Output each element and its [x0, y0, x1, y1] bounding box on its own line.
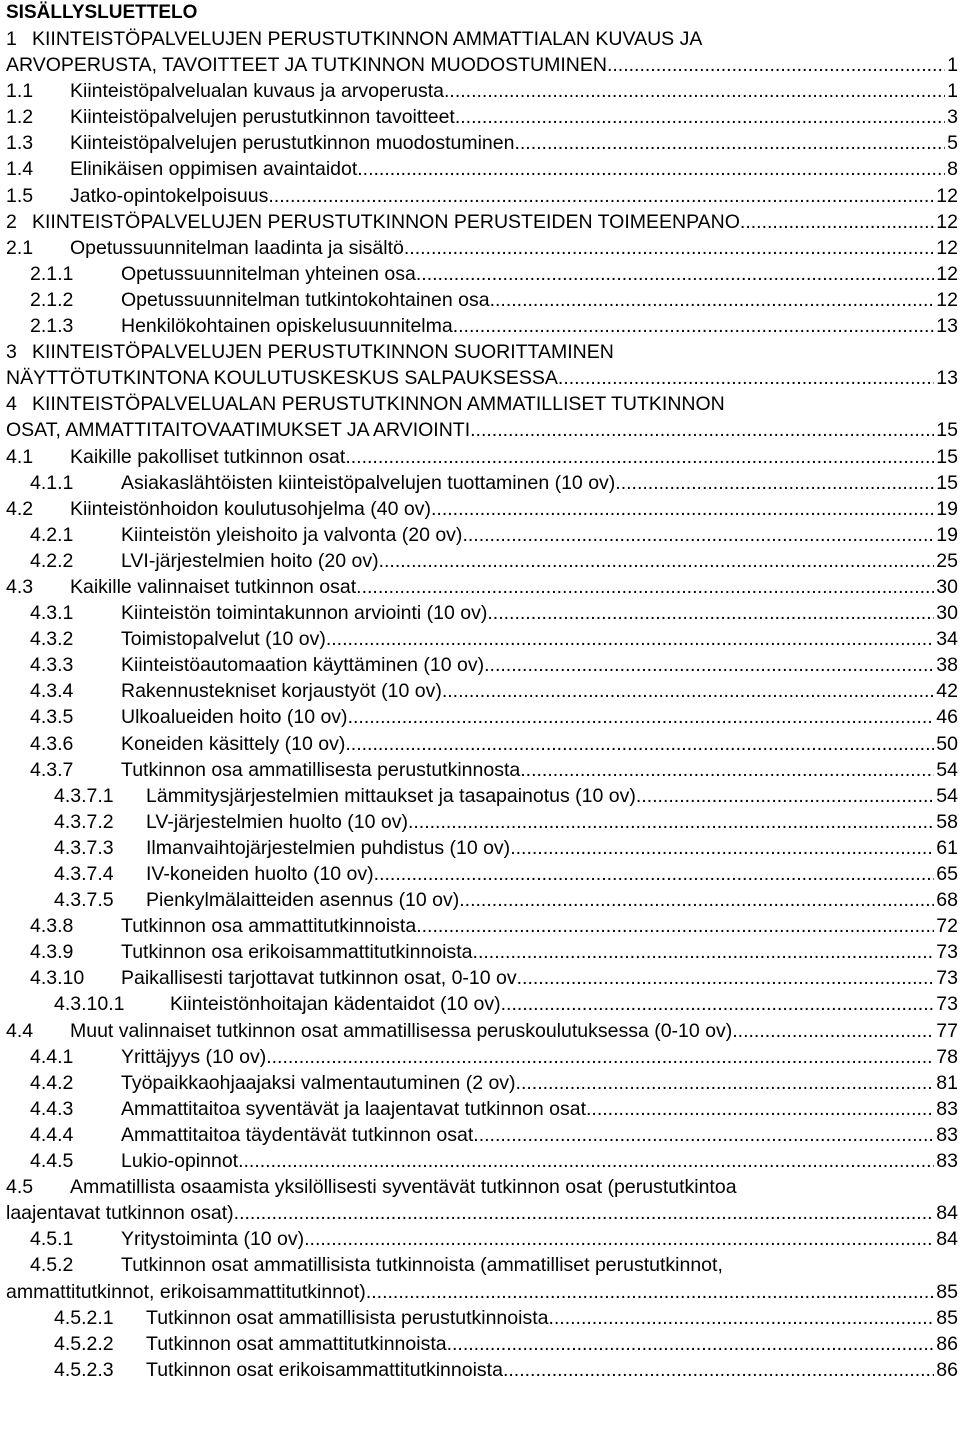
- toc-entry-number: 4.4.2: [30, 1071, 74, 1094]
- toc-entry-title: Tutkinnon osat ammatillisista tutkinnoista (ammatilliset perustutkinnot,: [121, 1254, 723, 1277]
- toc-entry-title: OSAT, AMMATTITAITOVAATIMUKSET JA ARVIOINTI: [6, 419, 471, 442]
- toc-page-number: 73: [936, 941, 958, 964]
- toc-entry-title: Tutkinnon osat ammattitutkinnoista: [146, 1332, 447, 1355]
- toc-page-number: 13: [936, 367, 958, 390]
- toc-leader-dots: [558, 365, 934, 391]
- toc-entry-title: Ilmanvaihtojärjestelmien puhdistus (10 ov): [146, 836, 511, 859]
- toc-entry-title: Muut valinnaiset tutkinnon osat ammatillisessa peruskoulutuksessa (0-10 ov): [70, 1019, 733, 1042]
- toc-entry[interactable]: [6, 600, 958, 626]
- toc-leader-dots: [408, 809, 934, 835]
- toc-entry-title: Jatko-opintokelpoisuus: [70, 184, 269, 207]
- toc-leader-dots: [431, 496, 934, 522]
- toc-page-number: 19: [936, 497, 958, 520]
- toc-entry-title: Tutkinnon osat ammatillisista perustutkinnoista: [146, 1306, 549, 1329]
- toc-leader-dots: [503, 1357, 934, 1383]
- toc-entry-number: 1.2: [6, 106, 34, 129]
- toc-leader-dots: [473, 1122, 934, 1148]
- toc-page-number: 72: [936, 915, 958, 938]
- toc-page-number: 81: [936, 1071, 958, 1094]
- toc-entry-title: Kiinteistöpalvelualan kuvaus ja arvoperusta: [70, 80, 444, 103]
- toc-entry[interactable]: [6, 887, 958, 913]
- toc-entries: [6, 26, 958, 1383]
- toc-page-number: 83: [936, 1150, 958, 1173]
- toc-entry[interactable]: [6, 731, 958, 757]
- toc-page-number: 83: [936, 1097, 958, 1120]
- toc-leader-dots: [615, 470, 934, 496]
- toc-entry-number: 4.3.10: [30, 967, 85, 990]
- toc-entry[interactable]: [6, 757, 958, 783]
- toc-entry-number: 1.1: [6, 80, 34, 103]
- toc-leader-dots: [484, 652, 934, 678]
- toc-entry-number: 4.5: [6, 1176, 34, 1199]
- toc-entry-number: 4.3.3: [30, 654, 74, 677]
- toc-page-number: 61: [936, 836, 958, 859]
- toc-entry[interactable]: [6, 1357, 958, 1383]
- toc-leader-dots: [636, 783, 934, 809]
- toc-leader-dots: [366, 1279, 934, 1305]
- toc-page-number: 1: [947, 54, 958, 77]
- toc-entry-title: Kiinteistönhoidon koulutusohjelma (40 ov): [70, 497, 431, 520]
- toc-page-number: 42: [936, 680, 958, 703]
- toc-page-number: 30: [936, 602, 958, 625]
- toc-entry-title: Koneiden käsittely (10 ov): [121, 732, 346, 755]
- toc-entry-title: IV-koneiden huolto (10 ov): [146, 863, 374, 885]
- toc-page-number: 86: [936, 1358, 958, 1381]
- toc-entry-title: KIINTEISTÖPALVELUJEN PERUSTUTKINNON AMMATTIALAN KUVAUS JA: [32, 28, 703, 50]
- toc-page-number: 86: [936, 1332, 958, 1355]
- toc-leader-dots: [516, 1070, 935, 1096]
- toc-entry-number: 4.3.6: [30, 732, 74, 755]
- toc-entry-number: 4.4.3: [30, 1097, 74, 1120]
- toc-leader-dots: [416, 261, 934, 287]
- toc-leader-dots: [455, 104, 945, 130]
- toc-entry-title: Tutkinnon osa erikoisammattitutkinnoista: [121, 941, 473, 964]
- toc-leader-dots: [520, 757, 934, 783]
- toc-entry[interactable]: [6, 313, 958, 339]
- toc-leader-dots: [517, 965, 935, 991]
- toc-entry-number: 2.1.3: [30, 315, 74, 338]
- toc-entry[interactable]: [6, 78, 958, 104]
- toc-entry-number: 4.3.7.1: [54, 784, 114, 807]
- toc-leader-dots: [304, 1226, 934, 1252]
- toc-page-number: 84: [936, 1228, 958, 1251]
- toc-entry-title: Työpaikkaohjaajaksi valmentautuminen (2 ov): [121, 1071, 516, 1094]
- toc-page-number: 15: [936, 471, 958, 494]
- toc-entry-number: 2.1: [6, 236, 34, 259]
- toc-entry-title: Rakennustekniset korjaustyöt (10 ov): [121, 680, 442, 703]
- toc-page-number: 85: [936, 1306, 958, 1329]
- table-of-contents: [6, 0, 958, 1383]
- toc-entry-number: 4.3.10.1: [54, 993, 125, 1016]
- toc-page-number: 12: [936, 236, 958, 259]
- toc-page-number: 68: [936, 889, 958, 912]
- toc-entry-number: 2: [6, 210, 17, 233]
- toc-entry[interactable]: [6, 913, 958, 939]
- toc-page-number: 15: [936, 419, 958, 442]
- toc-entry-title: KIINTEISTÖPALVELUJEN PERUSTUTKINNON SUORITTAMINEN: [32, 341, 614, 364]
- toc-entry-title: Pienkylmälaitteiden asennus (10 ov): [146, 889, 460, 912]
- toc-leader-dots: [357, 156, 945, 182]
- toc-leader-dots: [404, 235, 934, 261]
- toc-entry-number: 4.2.1: [30, 523, 74, 546]
- toc-leader-dots: [416, 913, 934, 939]
- toc-leader-dots: [374, 861, 935, 887]
- toc-page-number: 12: [936, 262, 958, 285]
- toc-entry-number: 4.3.7.2: [54, 810, 114, 833]
- toc-entry[interactable]: [6, 470, 958, 496]
- toc-entry[interactable]: [6, 939, 958, 965]
- toc-entry-number: 4.3: [6, 575, 34, 598]
- toc-entry-title: ARVOPERUSTA, TAVOITTEET JA TUTKINNON MUODOSTUMINEN: [6, 54, 607, 77]
- toc-leader-dots: [234, 1200, 935, 1226]
- toc-entry[interactable]: [6, 130, 958, 156]
- toc-leader-dots: [379, 548, 935, 574]
- toc-entry[interactable]: [6, 861, 958, 887]
- toc-entry-number: 1.3: [6, 132, 34, 155]
- toc-entry-number: 4.3.2: [30, 628, 74, 651]
- toc-entry-number: 4.3.7.3: [54, 836, 114, 859]
- toc-leader-dots: [501, 991, 935, 1017]
- toc-entry-number: 4.1: [6, 445, 34, 468]
- toc-entry[interactable]: [6, 1096, 958, 1122]
- toc-entry-title: Kaikille valinnaiset tutkinnon osat: [70, 575, 357, 598]
- toc-leader-dots: [266, 1044, 934, 1070]
- toc-page-number: 46: [936, 706, 958, 729]
- toc-page-number: 54: [936, 784, 958, 807]
- toc-leader-dots: [453, 313, 935, 339]
- toc-leader-dots: [548, 1305, 934, 1331]
- toc-entry[interactable]: [6, 809, 958, 835]
- toc-entry[interactable]: [6, 522, 958, 548]
- toc-leader-dots: [473, 939, 935, 965]
- toc-page-number: 73: [936, 993, 958, 1016]
- toc-entry[interactable]: [6, 783, 958, 809]
- toc-entry-number: 4.3.7.4: [54, 863, 114, 885]
- toc-entry[interactable]: [6, 1305, 958, 1331]
- toc-page-number: 25: [936, 549, 958, 572]
- toc-entry[interactable]: [6, 261, 958, 287]
- toc-entry-title: KIINTEISTÖPALVELUALAN PERUSTUTKINNON AMMATILLISET TUTKINNON: [32, 393, 725, 416]
- toc-entry-number: 4.3.4: [30, 680, 74, 703]
- toc-page-number: 34: [936, 628, 958, 651]
- toc-entry[interactable]: [6, 626, 958, 652]
- toc-page-number: 65: [936, 863, 958, 885]
- toc-page-number: 12: [936, 210, 958, 233]
- toc-entry-title: Kiinteistöautomaation käyttäminen (10 ov): [121, 654, 485, 677]
- toc-entry-number: 1.5: [6, 184, 34, 207]
- toc-entry[interactable]: [6, 704, 958, 730]
- toc-entry-number: 4.3.7.5: [54, 889, 114, 912]
- toc-leader-dots: [348, 704, 935, 730]
- toc-entry[interactable]: [6, 209, 958, 235]
- toc-entry-title: Kiinteistöpalvelujen perustutkinnon tavoitteet: [70, 106, 455, 129]
- toc-entry-title: Lukio-opinnot: [121, 1150, 239, 1173]
- toc-entry-number: 4.4.1: [30, 1045, 74, 1068]
- toc-leader-dots: [510, 835, 934, 861]
- toc-entry-title: Toimistopalvelut (10 ov): [121, 628, 326, 651]
- toc-entry-title: Ammatillista osaamista yksilöllisesti syventävät tutkinnon osat (perustutkintoa: [70, 1176, 737, 1199]
- toc-entry-number: 2.1.2: [30, 288, 74, 311]
- toc-page-number: 50: [936, 732, 958, 755]
- toc-entry[interactable]: [6, 26, 958, 78]
- toc-page-number: 19: [936, 523, 958, 546]
- toc-entry[interactable]: [6, 991, 958, 1017]
- toc-entry-title: Kiinteistöpalvelujen perustutkinnon muodostuminen: [70, 132, 515, 155]
- toc-page-number: 58: [936, 810, 958, 833]
- toc-page-number: 84: [936, 1202, 958, 1225]
- toc-leader-dots: [462, 522, 934, 548]
- toc-entry-number: 4.1.1: [30, 471, 74, 494]
- toc-leader-dots: [740, 209, 934, 235]
- toc-entry[interactable]: [6, 444, 958, 470]
- toc-leader-dots: [356, 574, 934, 600]
- toc-entry-title: Yrittäjyys (10 ov): [121, 1045, 267, 1068]
- toc-entry[interactable]: [6, 574, 958, 600]
- toc-leader-dots: [586, 1096, 934, 1122]
- toc-entry-title: Elinikäisen oppimisen avaintaidot: [70, 158, 358, 181]
- toc-page-number: 54: [936, 758, 958, 781]
- toc-entry[interactable]: [6, 835, 958, 861]
- toc-entry-title: NÄYTTÖTUTKINTONA KOULUTUSKESKUS SALPAUKSESSA: [6, 367, 558, 390]
- toc-entry-number: 3: [6, 341, 17, 364]
- toc-entry[interactable]: [6, 965, 958, 991]
- toc-leader-dots: [345, 731, 934, 757]
- toc-leader-dots: [345, 444, 934, 470]
- toc-entry-title: Kiinteistönhoitajan kädentaidot (10 ov): [170, 993, 501, 1016]
- toc-entry-title: Ammattitaitoa syventävät ja laajentavat tutkinnon osat: [121, 1097, 587, 1120]
- toc-entry-title: Kiinteistön yleishoito ja valvonta (20 ov): [121, 523, 463, 546]
- toc-page-number: 5: [947, 132, 958, 155]
- toc-entry-title: Opetussuunnitelman yhteinen osa: [121, 262, 416, 285]
- toc-entry-number: 4.3.9: [30, 941, 74, 964]
- toc-page-number: 12: [936, 184, 958, 207]
- toc-entry[interactable]: [6, 183, 958, 209]
- toc-entry-number: 4.2: [6, 497, 34, 520]
- toc-entry-title: Tutkinnon osat erikoisammattitutkinnoista: [146, 1358, 503, 1381]
- toc-entry-title: Henkilökohtainen opiskelusuunnitelma: [121, 315, 453, 338]
- toc-entry-number: 4.4: [6, 1019, 34, 1042]
- toc-entry-title: Kaikille pakolliset tutkinnon osat: [70, 445, 346, 468]
- toc-leader-dots: [487, 600, 934, 626]
- toc-entry[interactable]: [6, 652, 958, 678]
- toc-page-number: 85: [936, 1280, 958, 1303]
- toc-entry[interactable]: [6, 1226, 958, 1252]
- toc-entry-number: 4.4.5: [30, 1150, 74, 1173]
- toc-entry-title: LVI-järjestelmien hoito (20 ov): [121, 549, 379, 572]
- toc-page-number: 15: [936, 445, 958, 468]
- toc-leader-dots: [447, 1331, 935, 1357]
- toc-entry-title: Asiakaslähtöisten kiinteistöpalvelujen tuottaminen (10 ov): [121, 471, 616, 494]
- toc-entry[interactable]: [6, 1044, 958, 1070]
- toc-entry-number: 4.2.2: [30, 549, 74, 572]
- toc-entry[interactable]: [6, 496, 958, 522]
- toc-entry-number: 4.3.5: [30, 706, 74, 729]
- toc-entry-number: 4.5.2.2: [54, 1332, 114, 1355]
- toc-entry-number: 1: [6, 28, 17, 50]
- toc-entry[interactable]: [6, 235, 958, 261]
- toc-entry-number: 4.5.2.3: [54, 1358, 114, 1381]
- toc-page-number: 3: [947, 106, 958, 129]
- toc-leader-dots: [514, 130, 945, 156]
- toc-page-number: 12: [936, 288, 958, 311]
- toc-leader-dots: [607, 52, 945, 78]
- toc-entry[interactable]: [6, 104, 958, 130]
- toc-entry[interactable]: [6, 1148, 958, 1174]
- toc-entry-number: 4.4.4: [30, 1123, 74, 1146]
- toc-entry[interactable]: [6, 1018, 958, 1044]
- toc-entry-number: 2.1.1: [30, 262, 74, 285]
- toc-leader-dots: [459, 887, 934, 913]
- toc-entry[interactable]: [6, 156, 958, 182]
- toc-entry-number: 4.3.1: [30, 602, 74, 625]
- toc-entry-title: Lämmitysjärjestelmien mittaukset ja tasapainotus (10 ov): [146, 784, 636, 807]
- toc-entry-number: 4: [6, 393, 17, 416]
- toc-title: SISÄLLYSLUETTELO: [6, 2, 198, 23]
- toc-entry-number: 4.3.8: [30, 915, 74, 938]
- toc-entry[interactable]: [6, 1070, 958, 1096]
- toc-page-number: 77: [936, 1019, 958, 1042]
- toc-entry[interactable]: [6, 339, 958, 391]
- toc-entry-title: Ammattitaitoa täydentävät tutkinnon osat: [121, 1123, 474, 1146]
- toc-entry[interactable]: [6, 391, 958, 443]
- toc-entry-title: KIINTEISTÖPALVELUJEN PERUSTUTKINNON PERUSTEIDEN TOIMEENPANO: [32, 210, 740, 233]
- toc-entry-title: Opetussuunnitelman tutkintokohtainen osa: [121, 288, 490, 311]
- toc-entry-number: 4.5.2: [30, 1254, 74, 1277]
- toc-entry-number: 1.4: [6, 158, 34, 181]
- toc-page-number: 38: [936, 654, 958, 677]
- toc-leader-dots: [238, 1148, 934, 1174]
- toc-entry[interactable]: [6, 1122, 958, 1148]
- toc-entry-title: Kiinteistön toimintakunnon arviointi (10 ov): [121, 602, 488, 625]
- toc-entry[interactable]: [6, 1252, 958, 1304]
- toc-entry-title: Ulkoalueiden hoito (10 ov): [121, 706, 348, 729]
- toc-page-number: 13: [936, 315, 958, 338]
- toc-leader-dots: [268, 183, 934, 209]
- toc-entry-number: 4.5.1: [30, 1228, 74, 1251]
- toc-entry-title: Opetussuunnitelman laadinta ja sisältö: [70, 236, 404, 259]
- toc-entry[interactable]: [6, 678, 958, 704]
- toc-entry-number: 4.5.2.1: [54, 1306, 114, 1329]
- toc-entry[interactable]: [6, 1174, 958, 1226]
- toc-entry-title: Paikallisesti tarjottavat tutkinnon osat, 0-10 ov: [121, 967, 517, 990]
- toc-page-number: 73: [936, 967, 958, 990]
- toc-entry-title: ammattitutkinnot, erikoisammattitutkinnot): [6, 1280, 366, 1303]
- toc-entry[interactable]: [6, 287, 958, 313]
- toc-entry[interactable]: [6, 1331, 958, 1357]
- toc-leader-dots: [326, 626, 934, 652]
- toc-entry-title: Tutkinnon osa ammatillisesta perustutkinnosta: [121, 758, 521, 781]
- toc-page-number: 83: [936, 1123, 958, 1146]
- toc-entry[interactable]: [6, 548, 958, 574]
- toc-leader-dots: [442, 678, 934, 704]
- toc-entry-title: LV-järjestelmien huolto (10 ov): [146, 810, 408, 833]
- toc-entry-title: Tutkinnon osa ammattitutkinnoista: [121, 915, 417, 938]
- toc-entry-title: laajentavat tutkinnon osat): [6, 1202, 234, 1225]
- toc-page-number: 78: [936, 1045, 958, 1068]
- toc-page-number: 30: [936, 575, 958, 598]
- toc-page-number: 8: [947, 158, 958, 181]
- toc-leader-dots: [470, 417, 934, 443]
- toc-entry-number: 4.3.7: [30, 758, 74, 781]
- toc-leader-dots: [444, 78, 945, 104]
- toc-entry-title: Yritystoiminta (10 ov): [121, 1228, 305, 1251]
- toc-leader-dots: [490, 287, 935, 313]
- toc-page-number: 1: [947, 80, 958, 103]
- toc-leader-dots: [732, 1018, 934, 1044]
